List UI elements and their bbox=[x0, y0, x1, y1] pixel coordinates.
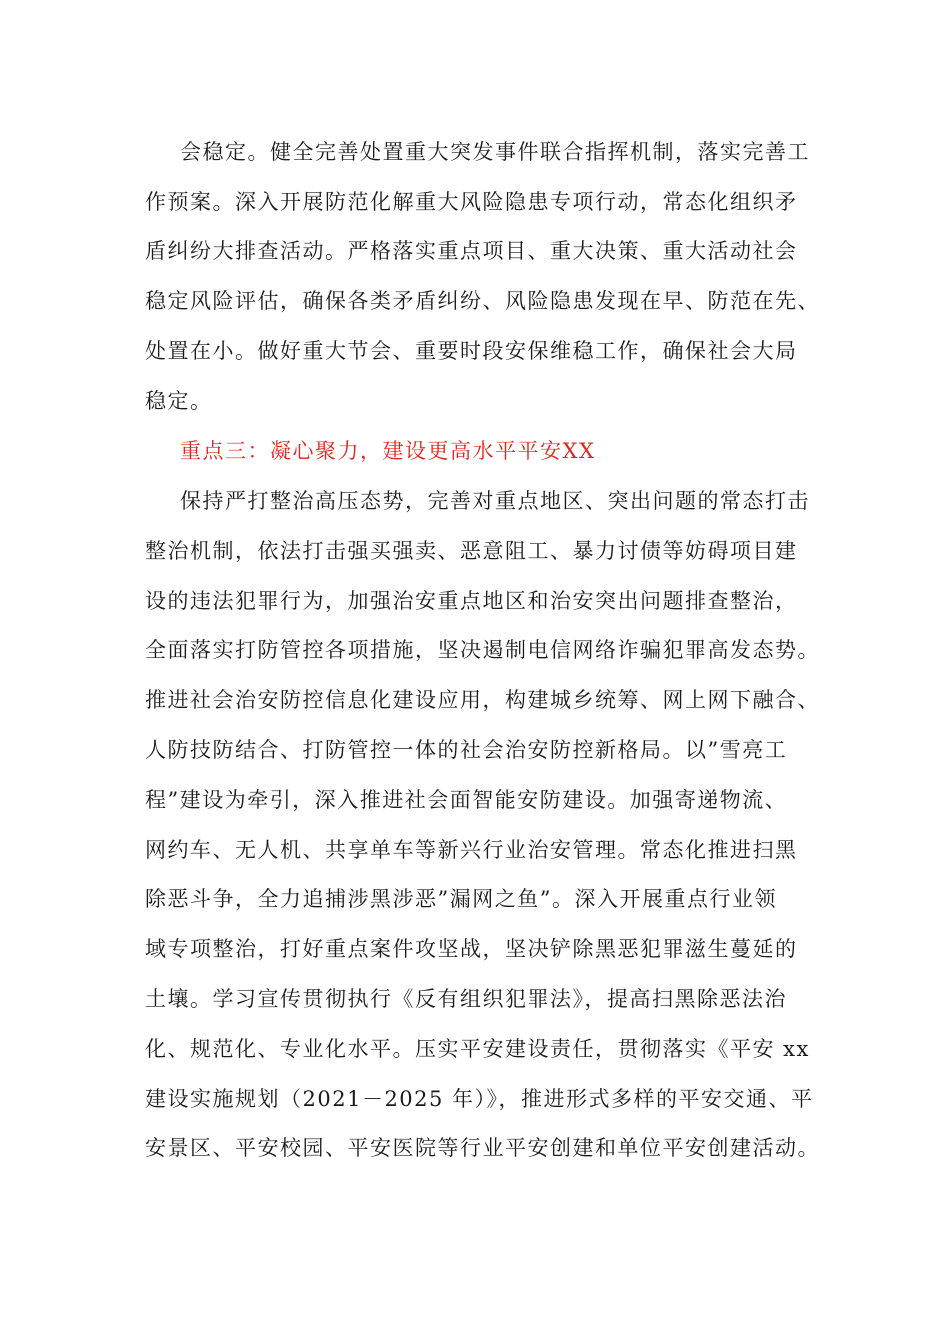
paragraph-line: 建设实施规划（2021－2025 年）》，推进形式多样的平安交通、平 bbox=[145, 1087, 814, 1111]
paragraph-line: 除恶斗争，全力追捕涉黑涉恶”漏网之鱼”。深入开展重点行业领 bbox=[145, 887, 777, 911]
paragraph-line: 会稳定。健全完善处置重大突发事件联合指挥机制，落实完善工 bbox=[180, 140, 810, 164]
paragraph-line: 网约车、无人机、共享单车等新兴行业治安管理。常态化推进扫黑 bbox=[145, 838, 798, 862]
paragraph-line: 推进社会治安防控信息化建设应用，构建城乡统筹、网上网下融合、 bbox=[145, 688, 820, 712]
paragraph-line: 全面落实打防管控各项措施，坚决遏制电信网络诈骗犯罪高发态势。 bbox=[145, 638, 820, 662]
paragraph-line: 土壤。学习宣传贯彻执行《反有组织犯罪法》，提高扫黑除恶法治 bbox=[145, 987, 787, 1011]
section-heading: 重点三：凝心聚力，建设更高水平平安XX bbox=[180, 439, 596, 463]
paragraph-line: 域专项整治，打好重点案件攻坚战，坚决铲除黑恶犯罪滋生蔓延的 bbox=[145, 937, 798, 961]
paragraph-line: 稳定。 bbox=[145, 389, 213, 413]
paragraph-line: 化、规范化、专业化水平。压实平安建设责任，贯彻落实《平安 xx bbox=[145, 1037, 810, 1061]
paragraph-line: 安景区、平安校园、平安医院等行业平安创建和单位平安创建活动。 bbox=[145, 1136, 820, 1160]
paragraph-line: 盾纠纷大排查活动。严格落实重点项目、重大决策、重大活动社会 bbox=[145, 239, 798, 263]
paragraph-line: 保持严打整治高压态势，完善对重点地区、突出问题的常态打击 bbox=[180, 489, 810, 513]
paragraph-line: 整治机制，依法打击强买强卖、恶意阻工、暴力讨债等妨碍项目建 bbox=[145, 539, 798, 563]
paragraph-line: 设的违法犯罪行为，加强治安重点地区和治安突出问题排查整治， bbox=[145, 589, 798, 613]
paragraph-line: 作预案。深入开展防范化解重大风险隐患专项行动，常态化组织矛 bbox=[145, 190, 798, 214]
paragraph-line: 人防技防结合、打防管控一体的社会治安防控新格局。以”雪亮工 bbox=[145, 738, 788, 762]
paragraph-line: 稳定风险评估，确保各类矛盾纠纷、风险隐患发现在早、防范在先、 bbox=[145, 289, 820, 313]
paragraph-line: 处置在小。做好重大节会、重要时段安保维稳工作，确保社会大局 bbox=[145, 339, 798, 363]
paragraph-line: 程”建设为牵引，深入推进社会面智能安防建设。加强寄递物流、 bbox=[145, 788, 788, 812]
